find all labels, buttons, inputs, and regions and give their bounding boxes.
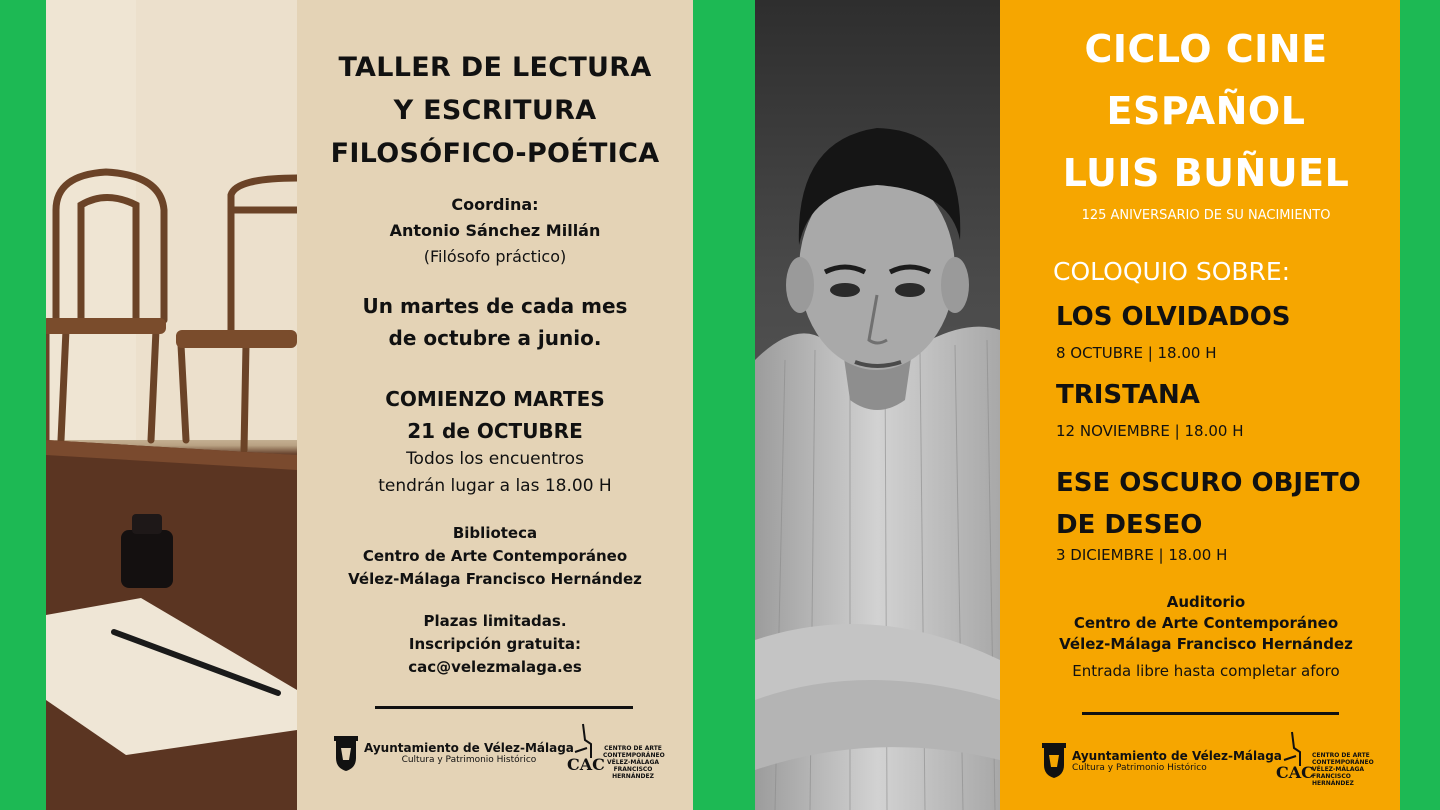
workshop-info-panel (297, 0, 693, 810)
title-line: LUIS BUÑUEL (1062, 151, 1350, 195)
venue-line: Vélez-Málaga Francisco Hernández (1059, 635, 1353, 653)
venue-block (297, 522, 693, 591)
luis-bunuel-portrait (755, 0, 1000, 810)
film-cycle-panel (1000, 0, 1400, 810)
svg-text:CAC: CAC (567, 755, 605, 772)
cac-logo (1274, 730, 1314, 784)
venue-line: Centro de Arte Contemporáneo (1073, 614, 1339, 632)
film-title-line: ESE OSCURO OBJETO (1056, 468, 1361, 498)
time-line: tendrán lugar a las 18.00 H (378, 476, 612, 496)
ayuntamiento-name: Ayuntamiento de Vélez-Málaga (364, 741, 574, 755)
start-date-block (297, 383, 693, 447)
time-block (297, 446, 693, 500)
divider (375, 706, 633, 709)
coat-of-arms-icon (1040, 743, 1068, 779)
ayuntamiento-name: Ayuntamiento de Vélez-Málaga (1072, 749, 1282, 763)
schedule-block (297, 290, 693, 354)
ayuntamiento-subtitle: Cultura y Patrimonio Histórico (1072, 763, 1207, 773)
film-title: LOS OLVIDADOS (1056, 302, 1291, 332)
coordinator-block (297, 192, 693, 270)
film-cycle-title (1000, 18, 1412, 204)
schedule-line: Un martes de cada mes (362, 294, 628, 318)
registration-line: Plazas limitadas. (423, 612, 567, 630)
film-date: 12 NOVIEMBRE | 18.00 H (1056, 422, 1244, 440)
divider (1082, 712, 1339, 715)
cac-logo-text: CENTRO DE ARTE CONTEMPORÁNEO VÉLEZ-MÁLAGA FRANCISCO HERNÁNDEZ (1312, 752, 1374, 787)
title-line: CICLO CINE (1084, 27, 1328, 71)
start-line: 21 de OCTUBRE (407, 419, 583, 443)
workshop-title (297, 46, 693, 175)
start-line: COMIENZO MARTES (385, 387, 605, 411)
title-line: Y ESCRITURA (393, 95, 597, 126)
film-title-line: DE DESEO (1056, 510, 1203, 540)
chairs-desk-illustration (46, 0, 297, 810)
coordina-label: Coordina: (451, 195, 539, 214)
cac-tower-icon (1274, 730, 1314, 780)
entry-text: Entrada libre hasta completar aforo (1072, 662, 1340, 680)
venue-block (1000, 592, 1412, 655)
coat-of-arms-icon (332, 736, 360, 772)
ayuntamiento-logo (332, 736, 360, 776)
svg-text:CAC: CAC (1276, 763, 1314, 780)
ayuntamiento-subtitle: Cultura y Patrimonio Histórico (401, 755, 537, 765)
anniversary-subtitle: 125 ANIVERSARIO DE SU NACIMIENTO (1081, 208, 1331, 223)
film-date: 3 DICIEMBRE | 18.00 H (1056, 546, 1228, 564)
portrait-illustration (755, 0, 1000, 810)
coordinator-role: (Filósofo práctico) (423, 247, 567, 266)
title-line: FILOSÓFICO-POÉTICA (330, 138, 660, 169)
time-line: Todos los encuentros (406, 449, 584, 469)
cac-tower-icon (565, 722, 605, 772)
title-line: TALLER DE LECTURA (338, 52, 652, 83)
venue-line: Vélez-Málaga Francisco Hernández (348, 570, 642, 588)
cac-logo (565, 722, 605, 776)
ayuntamiento-logo (1040, 743, 1068, 783)
registration-line: Inscripción gratuita: (408, 635, 582, 653)
cac-logo-text: CENTRO DE ARTE CONTEMPORÁNEO VÉLEZ-MÁLAGA FRANCISCO HERNÁNDEZ (603, 745, 665, 780)
film-title: TRISTANA (1056, 380, 1200, 410)
registration-block (297, 610, 693, 679)
film-date: 8 OCTUBRE | 18.00 H (1056, 344, 1217, 362)
registration-email: cac@velezmalaga.es (408, 658, 582, 676)
film-title (1056, 462, 1361, 546)
venue-line: Centro de Arte Contemporáneo (362, 547, 628, 565)
schedule-line: de octubre a junio. (388, 326, 602, 350)
coloquio-label: COLOQUIO SOBRE: (1053, 257, 1291, 286)
venue-line: Biblioteca (452, 524, 538, 542)
title-line: ESPAÑOL (1106, 89, 1306, 133)
coordinator-name: Antonio Sánchez Millán (389, 221, 601, 240)
chairs-desk-photo (46, 0, 297, 810)
venue-line: Auditorio (1166, 593, 1246, 611)
